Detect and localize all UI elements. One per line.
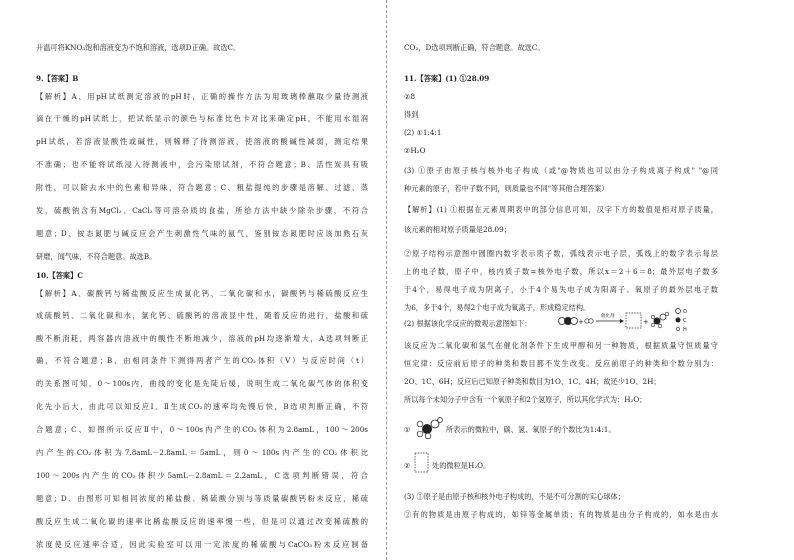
text-line: 【解析】A、碳酸钙与稀盐酸反应生成氯化钙、二氧化碳和水，碳酸钙与稀硫酸反应生 <box>36 289 368 298</box>
text-line: 附性，可以除去水中的色素和异味，符合题意；C、粗盐提纯的步骤是溶解、过滤、蒸 <box>36 183 368 192</box>
text-line: 所以每个未知分子中含有一个氧原子和2个氢原子，所以其化学式为：H₂O； <box>404 395 647 404</box>
hydrogen-legend-icon <box>676 327 679 330</box>
legend-label-o: O <box>683 309 687 315</box>
text-line: 得到 <box>404 110 419 119</box>
text-line: CO₂，D选项判断正确，符合题意。故选C。 <box>404 43 545 52</box>
text-line: 成硫酸钙、二氧化碳和水，氯化钙、硫酸钙的溶液显中性，随着反应的进行，盐酸和硫 <box>36 311 368 320</box>
unknown-product-box <box>414 452 430 474</box>
text-line: 该元素的相对原子质量是28.09； <box>404 225 511 234</box>
text-line: 发，硫酸钠含有MgCl₂、CaCl₂等可溶杂质的食盐，所给方法中缺少除杂步骤，不符合 <box>36 206 368 215</box>
text-line: 化先小后大，由此可以知反应Ⅰ、Ⅱ生成CO₂的速率均先慢后快，B选项判断正确，不符 <box>36 402 368 411</box>
text-line: 内产生的CO₂体积为7.8amL－2.8amL＝5amL，则0～100s内产生的CO₂体积比 <box>36 448 368 457</box>
text-line: 的关系图可知，0～100s内，曲线的变化是先陡后缓，说明生成二氧化碳气体的体积变 <box>36 379 368 388</box>
svg-text:+: + <box>578 318 584 326</box>
legend-label-c: C <box>683 318 687 324</box>
text-line: (2) ①1:4:1 <box>404 128 442 137</box>
text-line: 所表示的微粒中，碳、氢、氧原子的个数比为1:4:1。 <box>446 425 616 434</box>
legend-label-h: H <box>683 327 687 333</box>
legend <box>676 309 688 334</box>
text-line: 酸不断消耗，两容器内溶液中的酸性不断地减少，溶液的pH均逐渐增大，A选项判断正 <box>36 334 368 343</box>
reaction-diagram-intro: (2) 根据该化学反应的微观示意图如下： <box>404 319 532 328</box>
text-line: pH试纸，若溶液显酸性或碱性，则稀释了待测溶液，使溶液的酸碱性减弱，测定结果 <box>36 137 368 146</box>
text-line: 合题意；C、如图所示反应Ⅱ中，0～100s内产生的CO₂体积为2.8amL，100～200s <box>36 425 368 434</box>
answer-heading-q9: 9.【答案】B <box>36 74 79 83</box>
text-line: 滴在干燥的pH试纸上，把试纸显示的颜色与标准比色卡对比来确定pH，不能用水湿润 <box>36 114 368 123</box>
methanol-molecule-icon <box>414 416 444 440</box>
text-line: 【解析】A、用pH试纸测定溶液的pH时，正确的操作方法为用玻璃棒蘸取少量待测液 <box>36 92 368 101</box>
text-line: ②有的物质是由原子构成的，如锌等金属单质；有的物质是由分子构成的，如水是由水 <box>404 510 718 519</box>
text-line: 100～200s内产生的CO₂体积少5amL－2.8amL＝2.2amL，C选项判断错误，符合 <box>36 471 368 480</box>
left-column <box>36 0 368 560</box>
text-line: 于4个，易得电子成为阴离子，小于4个易失电子成为阳离子。氧原子的最外层电子数 <box>404 285 718 294</box>
circled-number-1: ① <box>404 425 411 434</box>
text-line: ②原子结构示意图中圆圈内数字表示质子数，弧线表示电子层，弧线上的数字表示每层 <box>404 249 718 258</box>
methanol-molecule-icon <box>651 312 669 328</box>
circled-number-2: ② <box>404 461 411 470</box>
text-line: 浓度使反应速率合适，因此实验室可以用一定浓度的稀硫酸与CaCO₃粉末反应制备 <box>36 540 368 549</box>
catalyst-label: 催化剂 <box>601 314 615 319</box>
text-line: (3) ①原子由原子核与核外电子构成（或"@物质也可以由分子构成离子构成" "@同 <box>404 166 718 175</box>
column-divider <box>386 0 387 560</box>
co2-molecule-icon <box>559 317 578 325</box>
h2-molecule-icon <box>585 319 593 323</box>
text-line: 种元素的原子，若中子数不同，则质量也不同"等其他合理答案） <box>404 184 609 193</box>
text-line: 为6，多于4个，易得2个电子成为氧离子，形成稳定结构。 <box>404 303 591 312</box>
text-line: (3) ①原子是由原子核和核外电子构成的，不是不可分割的实心球体； <box>404 492 625 501</box>
svg-text:+: + <box>643 318 649 326</box>
text-line: 确，不符合题意；B、由相同条件下测得两者产生的CO₂体积（V）与反应时间（t） <box>36 356 368 365</box>
text-line: ②H₂O <box>404 146 426 155</box>
text-line: 不准确；也不能将试纸浸入待测液中，会污染原试剂，不符合题意；B、活性炭具有吸 <box>36 160 368 169</box>
text-line: 题意；D、铵态氮肥与碱反应会产生刺激性气味的氨气，鉴别铵态氮肥时应该加熟石灰 <box>36 229 368 238</box>
text-line: 【解析】(1) ①根据在元素周期表中的部分信息可知，汉字下方的数值是相对原子质量， <box>404 205 718 214</box>
text-line: 酸反应生成二氧化碳的速率比稀盐酸反应的速率慢一些，但是可以通过改变稀硫酸的 <box>36 517 368 526</box>
text-line: 上的电子数，原子中，核内质子数=核外电子数，所以x＝2＋6＝8；最外层电子数多 <box>404 267 718 276</box>
text-line: 恒定律：反应前后原子的种类和数目都不发生改变。反应前原子的种类和个数分别为： <box>404 359 718 368</box>
answer-heading-q10: 10.【答案】C <box>36 271 83 280</box>
text-line: 处的微粒是H₂O。 <box>432 461 491 470</box>
right-column <box>404 0 718 560</box>
text-line: 升温可将KNO₃饱和溶液变为不饱和溶液，选项D正确。故选C。 <box>36 43 241 52</box>
text-line: 2O、1C、6H；反应后已知原子种类和数目为1O、1C、4H；故还少1O、2H； <box>404 377 661 386</box>
carbon-legend-icon <box>676 318 681 323</box>
oxygen-legend-icon <box>676 309 681 314</box>
text-line: ②8 <box>404 92 416 101</box>
text-line: 该反应为二氧化碳和氢气在催化剂条件下生成甲醇和另一种物质，根据质量守恒质量守 <box>404 341 718 350</box>
answer-heading-q11: 11.【答案】(1) ①28.09 <box>404 74 490 83</box>
reaction-diagram <box>554 304 694 342</box>
text-line: 研磨，闻气味，不符合题意。故选B。 <box>36 252 157 261</box>
text-line: 题意；D、由图形可知相同浓度的稀盐酸、稀硫酸分别与等质量碳酸钙粉末反应，稀硫 <box>36 494 368 503</box>
unknown-product-box <box>626 313 641 328</box>
